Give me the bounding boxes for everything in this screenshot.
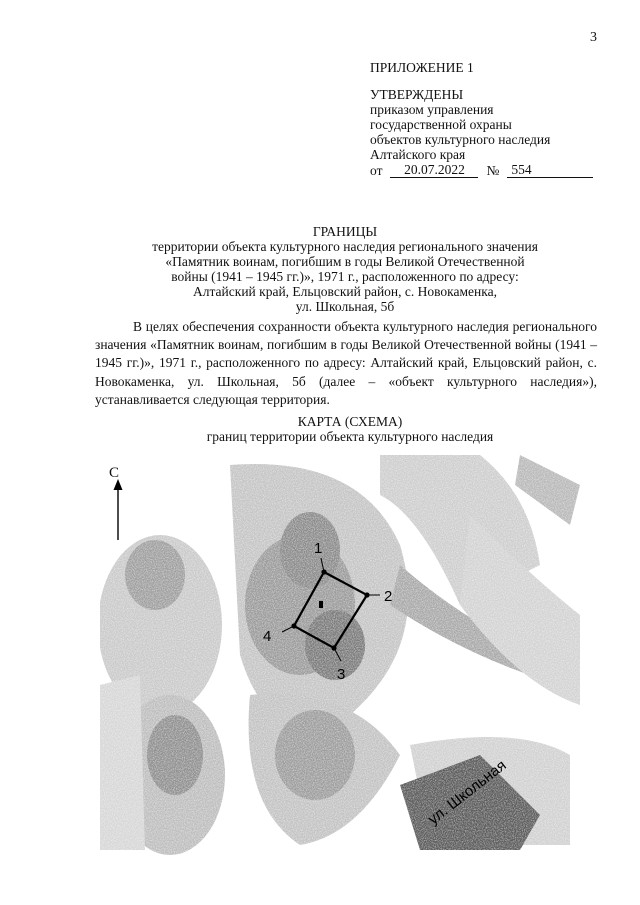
map-heading bbox=[100, 414, 600, 444]
heading-line: ул. Школьная, 5б bbox=[295, 299, 395, 314]
heading-line: Алтайский край, Ельцовский район, с. Новокаменка, bbox=[193, 284, 497, 299]
heading-line: территории объекта культурного наследия регионального значения bbox=[152, 239, 538, 254]
order-number: 554 bbox=[507, 162, 593, 178]
point-label-3: 3 bbox=[337, 666, 346, 683]
heading-line: «Памятник воинам, погибшим в годы Великой Отечественной bbox=[165, 254, 525, 269]
page-number: 3 bbox=[590, 30, 597, 45]
document-heading bbox=[80, 224, 610, 314]
north-label: С bbox=[109, 465, 120, 481]
approval-line: Алтайского края bbox=[370, 147, 466, 162]
terrain-texture bbox=[100, 455, 580, 855]
street-label: ул. Школьная bbox=[424, 756, 510, 829]
date-prefix: от bbox=[370, 163, 383, 178]
point-label-1: 1 bbox=[314, 540, 323, 557]
map-subtitle: границ территории объекта культурного наследия bbox=[206, 429, 494, 444]
point-label-2: 2 bbox=[384, 588, 393, 605]
heading-title: ГРАНИЦЫ bbox=[312, 224, 378, 239]
site-map bbox=[100, 455, 600, 855]
approval-line: объектов культурного наследия bbox=[370, 132, 551, 147]
number-sign: № bbox=[486, 163, 500, 178]
point-label-4: 4 bbox=[263, 628, 272, 645]
approval-block bbox=[370, 60, 610, 178]
monument-marker bbox=[319, 601, 323, 608]
order-date: 20.07.2022 bbox=[390, 162, 478, 178]
map-title: КАРТА (СХЕМА) bbox=[297, 414, 403, 429]
approval-line: приказом управления bbox=[370, 102, 494, 117]
approved-label: УТВЕРЖДЕНЫ bbox=[370, 87, 464, 102]
body-paragraph: В целях обеспечения сохранности объекта культурного наследия регионального значения «Памятник воинам, погибшим в годы Великой Отечественной войны (1941 – 1945 гг.)», 1971 г., расположенного по адресу: Алтайский край, Ельцовский район, с. Новокаменка, ул. Школьная, 5б (далее – «объект культурного наследия»), устанавливается следующая территория. bbox=[95, 319, 597, 407]
order-date-number bbox=[370, 162, 610, 178]
approval-line: государственной охраны bbox=[370, 117, 512, 132]
appendix-title: ПРИЛОЖЕНИЕ 1 bbox=[370, 60, 474, 75]
heading-line: войны (1941 – 1945 гг.)», 1971 г., расположенного по адресу: bbox=[171, 269, 519, 284]
